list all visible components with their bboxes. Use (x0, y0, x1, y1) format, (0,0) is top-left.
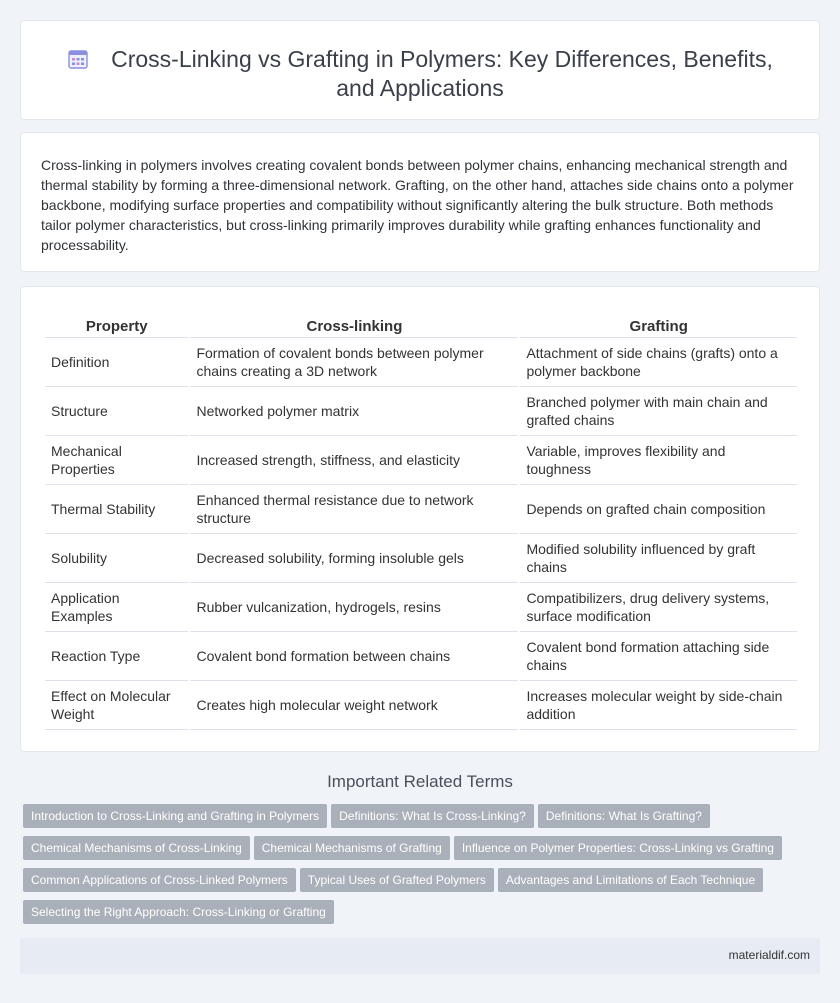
table-row (45, 436, 797, 485)
table-header-row (45, 315, 797, 338)
page-title (21, 45, 819, 103)
comparison-card (20, 286, 820, 752)
header-card (20, 20, 820, 120)
related-term-tag[interactable]: Advantages and Limitations of Each Technique (498, 868, 763, 892)
grafting-cell: Increases molecular weight by side-chain addition (520, 681, 797, 730)
property-cell: Mechanical Properties (45, 436, 188, 485)
footer (20, 938, 820, 974)
related-term-tag[interactable]: Selecting the Right Approach: Cross-Linking or Grafting (23, 900, 334, 924)
table-row (45, 681, 797, 730)
table-row (45, 338, 797, 387)
intro-paragraph: Cross-linking in polymers involves creating covalent bonds between polymer chains, enhancing mechanical strength and thermal stability by forming a three-dimensional network. Grafting, on the other hand, attaches side chains onto a polymer backbone, modifying surface properties and compatibility without significantly altering the bulk structure. Both methods tailor polymer characteristics, but cross-linking primarily improves durability while grafting enhances functionality and processability. (41, 157, 794, 253)
related-terms-title: Important Related Terms (327, 772, 513, 791)
related-term-tag[interactable]: Typical Uses of Grafted Polymers (300, 868, 494, 892)
table-row (45, 485, 797, 534)
grafting-cell: Covalent bond formation attaching side chains (520, 632, 797, 681)
property-cell: Solubility (45, 534, 188, 583)
grafting-cell: Attachment of side chains (grafts) onto a polymer backbone (520, 338, 797, 387)
cross-linking-cell: Creates high molecular weight network (190, 681, 518, 730)
related-term-tag[interactable]: Chemical Mechanisms of Grafting (254, 836, 450, 860)
related-term-tag[interactable]: Definitions: What Is Grafting? (538, 804, 710, 828)
related-term-tag[interactable]: Chemical Mechanisms of Cross-Linking (23, 836, 250, 860)
cross-linking-cell: Decreased solubility, forming insoluble gels (190, 534, 518, 583)
grafting-cell: Branched polymer with main chain and grafted chains (520, 387, 797, 436)
property-cell: Definition (45, 338, 188, 387)
intro-card (20, 132, 820, 272)
property-cell: Effect on Molecular Weight (45, 681, 188, 730)
column-header-cross-linking: Cross-linking (190, 315, 518, 338)
calendar-grid-icon (67, 48, 89, 70)
cross-linking-cell: Enhanced thermal resistance due to network structure (190, 485, 518, 534)
related-term-tag[interactable]: Introduction to Cross-Linking and Grafting in Polymers (23, 804, 327, 828)
grafting-cell: Variable, improves flexibility and toughness (520, 436, 797, 485)
column-header-property: Property (45, 315, 188, 338)
property-cell: Thermal Stability (45, 485, 188, 534)
cross-linking-cell: Networked polymer matrix (190, 387, 518, 436)
related-term-tag[interactable]: Definitions: What Is Cross-Linking? (331, 804, 534, 828)
grafting-cell: Depends on grafted chain composition (520, 485, 797, 534)
site-link[interactable]: materialdif.com (728, 948, 810, 962)
grafting-cell: Compatibilizers, drug delivery systems, surface modification (520, 583, 797, 632)
table-row (45, 632, 797, 681)
cross-linking-cell: Formation of covalent bonds between polymer chains creating a 3D network (190, 338, 518, 387)
property-cell: Reaction Type (45, 632, 188, 681)
related-term-tag[interactable]: Influence on Polymer Properties: Cross-Linking vs Grafting (454, 836, 782, 860)
table-row (45, 583, 797, 632)
cross-linking-cell: Rubber vulcanization, hydrogels, resins (190, 583, 518, 632)
table-row (45, 534, 797, 583)
column-header-grafting: Grafting (520, 315, 797, 338)
title-wrap (21, 45, 819, 103)
cross-linking-cell: Covalent bond formation between chains (190, 632, 518, 681)
property-cell: Structure (45, 387, 188, 436)
table-row (45, 387, 797, 436)
related-terms-list (23, 804, 813, 932)
grafting-cell: Modified solubility influenced by graft chains (520, 534, 797, 583)
property-cell: Application Examples (45, 583, 188, 632)
cross-linking-cell: Increased strength, stiffness, and elasticity (190, 436, 518, 485)
related-term-tag[interactable]: Common Applications of Cross-Linked Polymers (23, 868, 296, 892)
page-title-text: Cross-Linking vs Grafting in Polymers: Key Differences, Benefits, and Applications (111, 46, 773, 101)
comparison-table (43, 315, 799, 730)
